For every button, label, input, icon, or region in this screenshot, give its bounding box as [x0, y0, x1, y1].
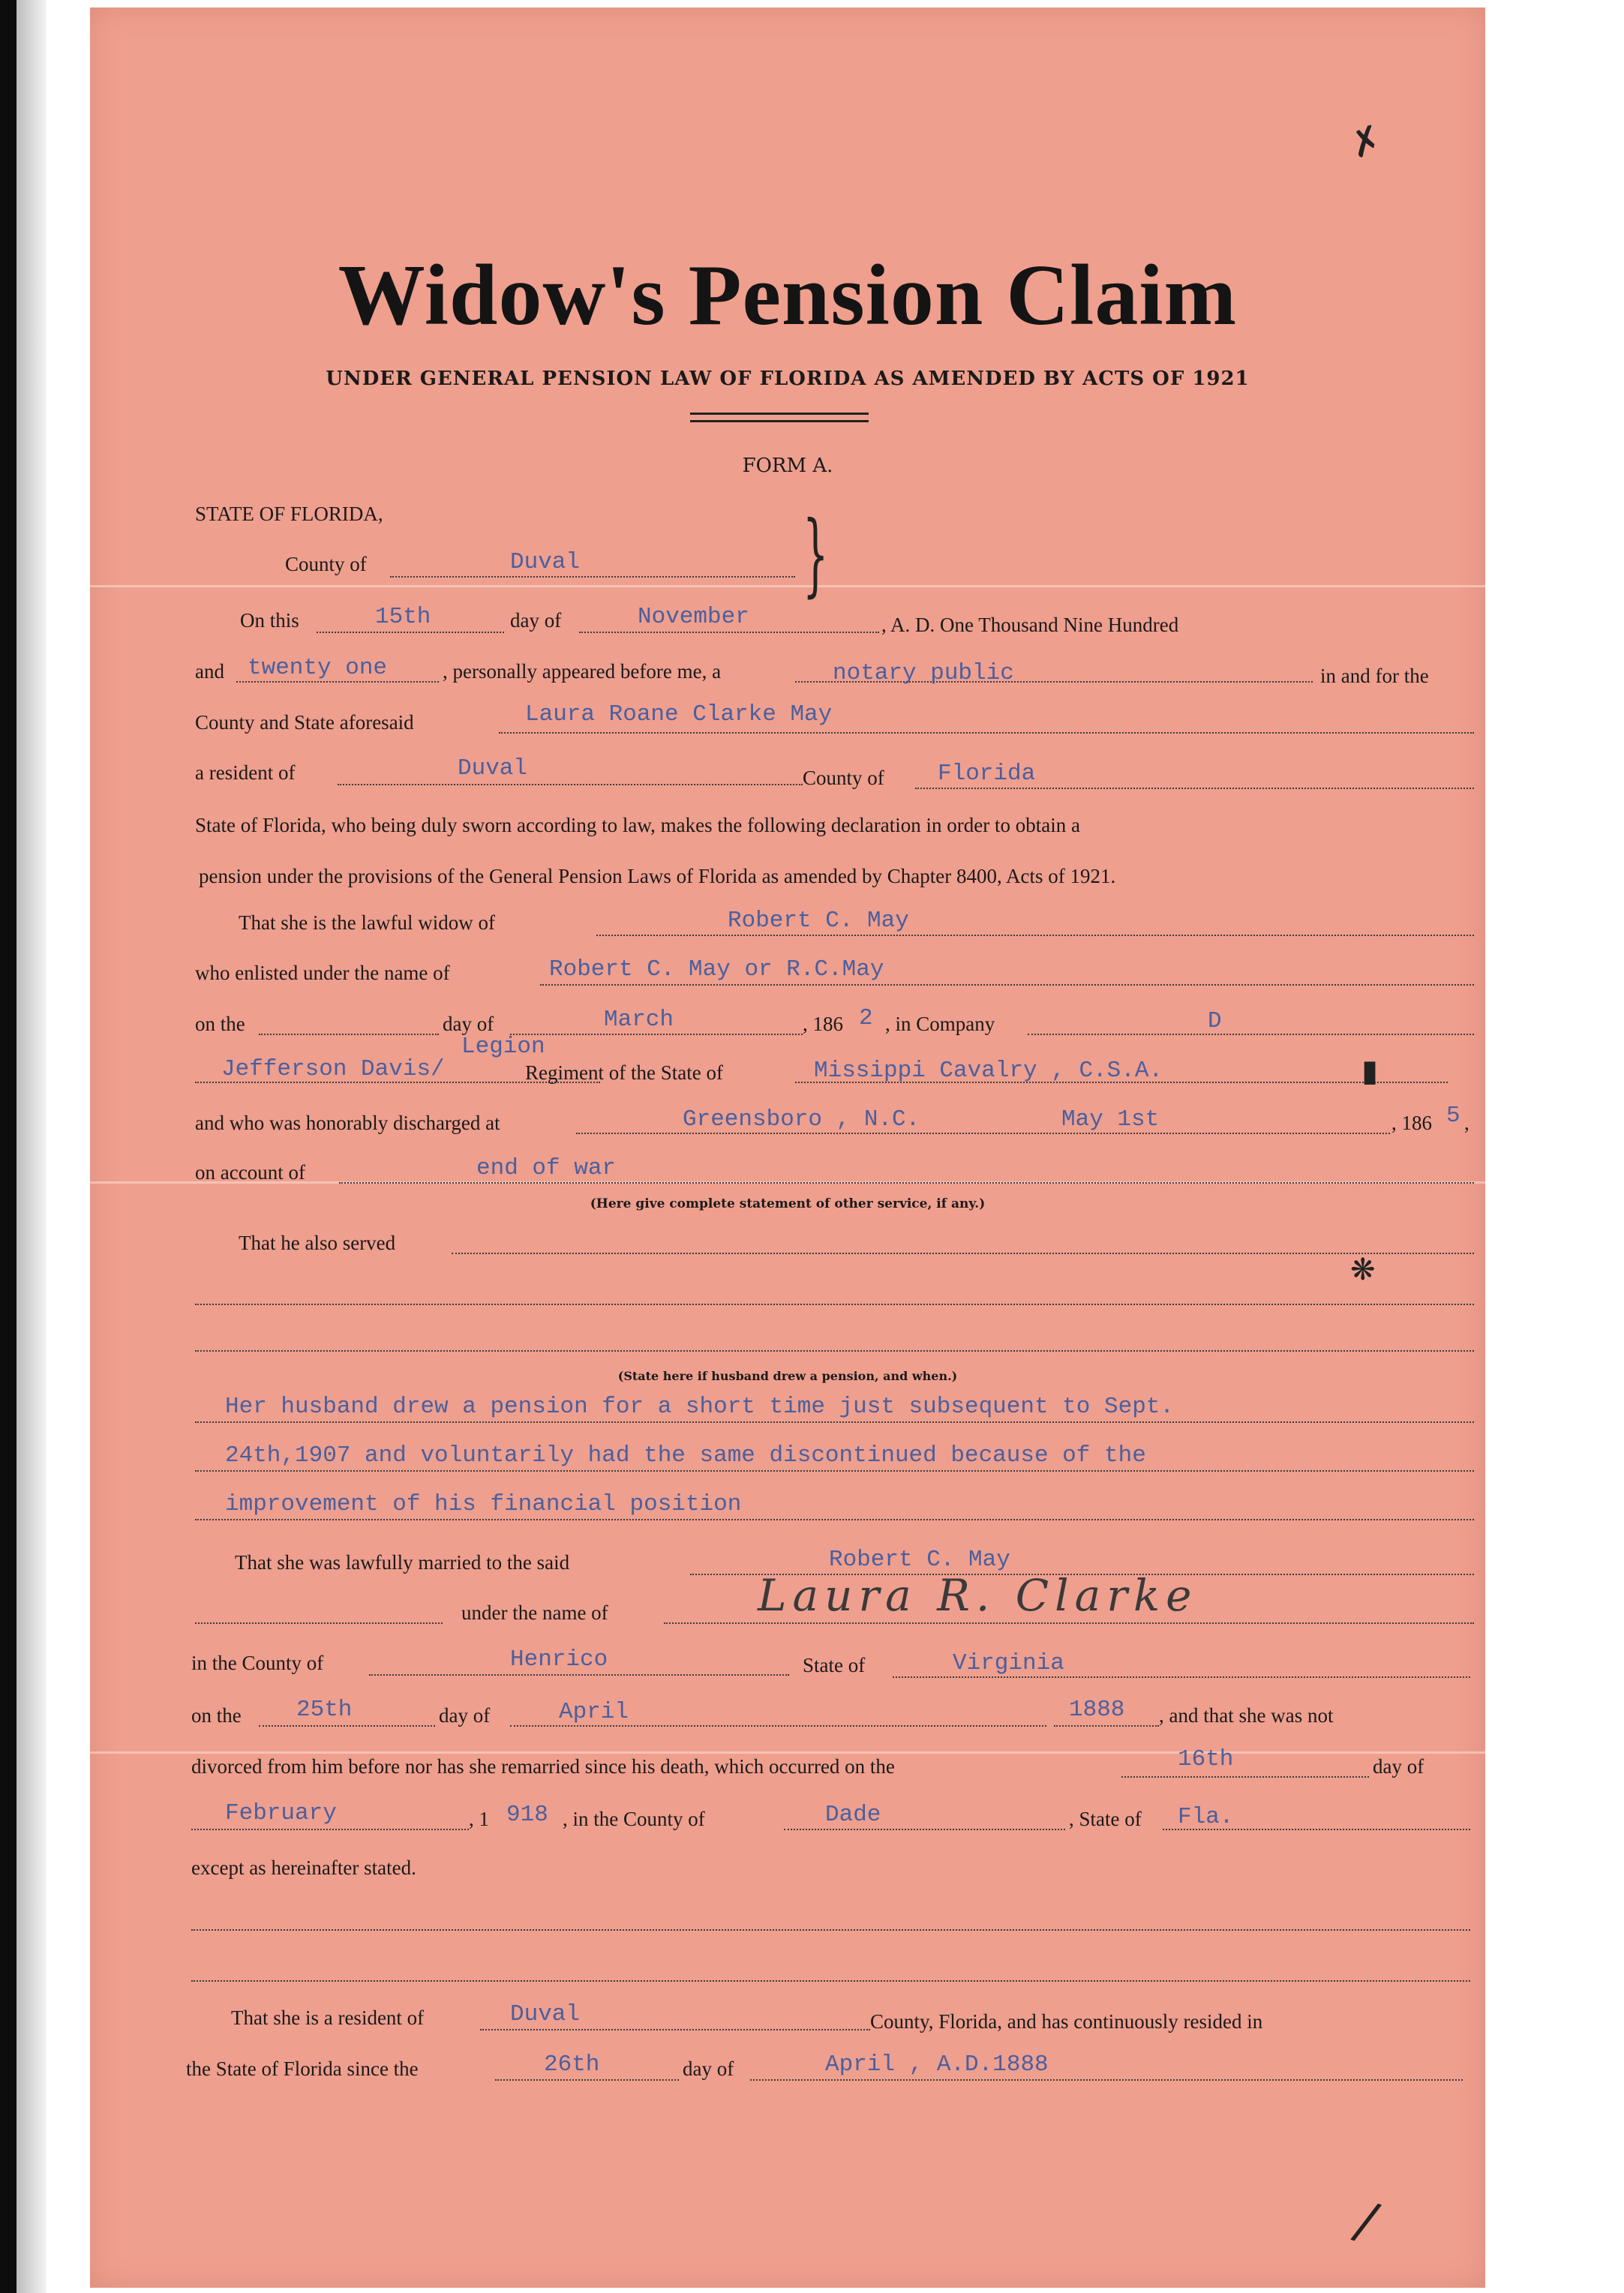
pension-line-3: improvement of his financial position	[225, 1491, 742, 1517]
resident-state: Florida	[938, 761, 1036, 787]
marriage-month-line	[510, 1725, 1046, 1727]
marriage-state-label: State of	[803, 1654, 866, 1676]
except-line-2	[191, 1980, 1470, 1982]
enlist-month-line	[510, 1034, 803, 1035]
claimant-name: Laura Roane Clarke May	[525, 701, 833, 728]
since-date: April , A.D.1888	[825, 2051, 1049, 2078]
residence-county: Duval	[510, 2001, 581, 2027]
regiment-label: Regiment of the State of	[525, 1061, 723, 1084]
death-state-label: , State of	[1069, 1808, 1142, 1830]
enlisted-name: Robert C. May or R.C.May	[549, 956, 884, 983]
marriage-day-of: day of	[439, 1704, 491, 1727]
in-and-for-text: in and for the	[1320, 665, 1429, 687]
marriage-county: Henrico	[510, 1646, 608, 1673]
since-day-line	[495, 2079, 679, 2081]
title-rule-top	[690, 413, 869, 415]
fold-crease	[90, 1751, 1485, 1754]
claimant-line	[499, 732, 1474, 734]
form-title: Widow's Pension Claim	[338, 248, 1238, 344]
death-day-line	[1121, 1776, 1369, 1778]
regiment-name: Jefferson Davis/	[221, 1056, 445, 1082]
pension-line-3-rule	[195, 1519, 1474, 1520]
also-served-line	[452, 1253, 1474, 1254]
account-line	[339, 1182, 1474, 1184]
marriage-state-line	[893, 1676, 1470, 1678]
resident-county: Duval	[458, 755, 528, 782]
day-of-label: day of	[510, 609, 562, 632]
marriage-day: 25th	[296, 1697, 353, 1723]
resident-county-line	[338, 784, 803, 785]
enlist-day-line	[259, 1034, 439, 1035]
not-divorced-text: , and that she was not	[1159, 1704, 1334, 1727]
day-line	[317, 632, 504, 633]
declaration-line-2: pension under the provisions of the General Pension Laws of Florida as amended by Chapter 8400, Acts of 1921.	[199, 865, 1116, 887]
company-letter: D	[1208, 1008, 1222, 1034]
marriage-on-the: on the	[191, 1704, 242, 1727]
death-county-line	[784, 1829, 1065, 1830]
year-words: twenty one	[248, 655, 388, 681]
enlist-day-of-label: day of	[443, 1013, 494, 1035]
ink-mark: ▮	[1361, 1054, 1379, 1088]
widow-of-label: That she is the lawful widow of	[239, 911, 495, 934]
discharged-label: and who was honorably discharged at	[195, 1112, 500, 1134]
county-label: County of	[285, 553, 367, 575]
scan-border	[0, 0, 17, 2293]
marriage-county-label: in the County of	[191, 1652, 324, 1674]
death-year-prefix: , 1	[469, 1808, 489, 1830]
ink-blot: ❋	[1350, 1253, 1376, 1287]
declaration-line-1: State of Florida, who being duly sworn according to law, makes the following declaration in order to obtain a	[195, 814, 1080, 836]
form-subtitle: UNDER GENERAL PENSION LAW OF FLORIDA AS AMENDED BY ACTS OF 1921	[326, 368, 1250, 390]
residence-county-line	[480, 2029, 870, 2030]
officer-title: notary public	[833, 660, 1014, 686]
maiden-name-handwritten: Laura R. Clarke	[758, 1570, 1198, 1621]
regiment-state: Missippi Cavalry , C.S.A.	[814, 1058, 1163, 1084]
since-day-of: day of	[683, 2057, 734, 2080]
pension-line-2: 24th,1907 and voluntarily had the same discontinued because of the	[225, 1442, 1146, 1469]
marriage-state: Virginia	[953, 1650, 1064, 1676]
resident-state-line	[915, 788, 1474, 789]
account-label: on account of	[195, 1161, 305, 1184]
marriage-year-line	[1054, 1725, 1159, 1727]
form-label: FORM A.	[742, 455, 833, 477]
pension-form-page	[90, 8, 1485, 2288]
on-this-label: On this	[240, 609, 299, 632]
scan-shadow	[17, 0, 47, 2293]
pension-line-1-rule	[195, 1421, 1474, 1423]
fold-crease	[90, 585, 1485, 587]
discharge-year-digit: 5	[1446, 1103, 1460, 1129]
company-line	[1028, 1034, 1474, 1035]
other-service-note: (Here give complete statement of other service, if any.)	[590, 1196, 986, 1211]
death-month: February	[225, 1800, 337, 1826]
since-date-line	[750, 2079, 1463, 2081]
marriage-year: 1888	[1069, 1697, 1125, 1723]
title-rule-bottom	[690, 420, 869, 422]
discharge-comma: ,	[1464, 1112, 1469, 1134]
spouse-name: Robert C. May	[829, 1547, 1010, 1573]
since-day: 26th	[544, 2051, 600, 2078]
month-line	[579, 632, 879, 633]
enlist-year-digit: 2	[859, 1005, 873, 1031]
pension-line-1: Her husband drew a pension for a short time just subsequent to Sept.	[225, 1394, 1175, 1420]
pen-stroke-mark: /	[1347, 2189, 1385, 2253]
enlist-year-prefix: , 186	[803, 1013, 843, 1035]
death-county-label: , in the County of	[563, 1808, 705, 1830]
and-label: and	[195, 660, 224, 683]
on-the-label: on the	[195, 1013, 245, 1035]
since-label: the State of Florida since the	[186, 2057, 419, 2080]
except-line-1	[191, 1929, 1470, 1931]
appeared-text: , personally appeared before me, a	[443, 660, 722, 683]
pension-note: (State here if husband drew a pension, and when.)	[617, 1369, 958, 1383]
county-of-label: County of	[803, 767, 884, 789]
legion-insert: Legion	[461, 1034, 545, 1060]
state-heading: STATE OF FLORIDA,	[195, 503, 383, 525]
county-line	[390, 576, 795, 578]
death-year: 918	[506, 1802, 548, 1828]
discharge-date: May 1st	[1061, 1106, 1160, 1133]
marriage-county-line	[369, 1674, 789, 1676]
husband-line	[596, 935, 1474, 936]
death-month-line	[191, 1829, 469, 1830]
corner-pen-mark: ✗	[1343, 116, 1388, 168]
oath-day: 15th	[375, 604, 431, 630]
death-county: Dade	[825, 1802, 881, 1828]
also-served-label: That he also served	[239, 1232, 396, 1254]
year-words-line	[236, 681, 439, 683]
enlisted-line	[540, 984, 1474, 986]
death-state: Fla.	[1178, 1804, 1234, 1830]
account-value: end of war	[476, 1155, 617, 1181]
discharge-place: Greensboro , N.C.	[683, 1106, 920, 1133]
oath-month: November	[638, 604, 749, 630]
discharge-year-prefix: , 186	[1391, 1112, 1432, 1134]
under-name-label: under the name of	[461, 1601, 608, 1624]
maiden-name-line	[664, 1622, 1474, 1624]
except-text: except as hereinafter stated.	[191, 1856, 416, 1879]
ad-text: , A. D. One Thousand Nine Hundred	[881, 614, 1179, 636]
also-served-line-3	[195, 1350, 1474, 1352]
in-company-label: , in Company	[885, 1013, 995, 1035]
enlist-month: March	[604, 1007, 674, 1033]
county-state-label: County and State aforesaid	[195, 711, 414, 734]
resident-label: That she is a resident of	[231, 2006, 425, 2029]
death-day: 16th	[1178, 1746, 1234, 1772]
discharge-line	[576, 1133, 1390, 1134]
pension-line-2-rule	[195, 1470, 1474, 1472]
residence-county-text: County, Florida, and has continuously resided in	[870, 2010, 1263, 2033]
marriage-month: April	[559, 1699, 629, 1725]
under-name-pre-line	[195, 1622, 443, 1624]
husband-name: Robert C. May	[728, 908, 909, 934]
divorced-text: divorced from him before nor has she remarried since his death, which occurred on the	[191, 1755, 895, 1778]
married-label: That she was lawfully married to the said	[235, 1551, 570, 1574]
resident-of-label: a resident of	[195, 761, 296, 784]
county-value: Duval	[510, 549, 581, 575]
brace-mark: }	[803, 503, 829, 607]
also-served-line-2	[195, 1304, 1474, 1305]
marriage-day-line	[259, 1725, 435, 1727]
death-day-of: day of	[1373, 1755, 1424, 1778]
enlisted-label: who enlisted under the name of	[195, 962, 450, 984]
